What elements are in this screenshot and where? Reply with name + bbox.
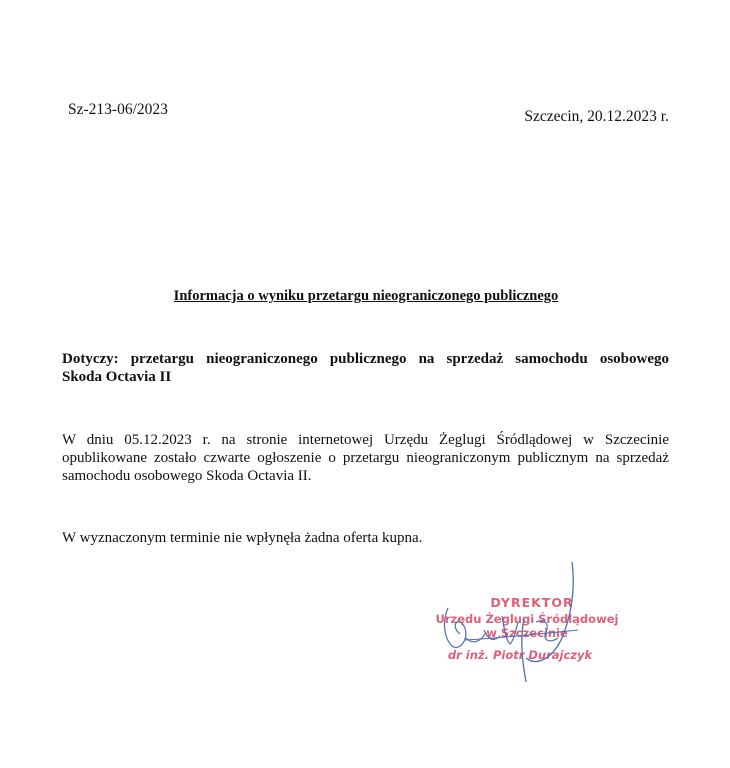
closing-statement: W wyznaczonym terminie nie wpłynęła żadna oferta kupna. xyxy=(62,530,423,546)
document-title: Informacja o wyniku przetargu nieograniczonego publicznego xyxy=(173,288,559,304)
subject-block xyxy=(62,350,669,386)
stamp-city: w Szczecinie xyxy=(486,626,568,640)
reference-number: Sz-213-06/2023 xyxy=(68,101,168,118)
stamp-title: DYREKTOR xyxy=(490,595,574,610)
place-and-date: Szczecin, 20.12.2023 r. xyxy=(524,108,669,125)
body-paragraph: W dniu 05.12.2023 r. na stronie internetowej Urzędu Żeglugi Śródlądowej w Szczecinie opublikowane zostało czwarte ogłoszenie o przetargu nieograniczonym publicznym na sprzedaż samochodu osobowego Skoda Octavia II. xyxy=(62,432,669,484)
subject-line-1: Dotyczy: przetargu nieograniczonego publicznego na sprzedaż samochodu osobowego xyxy=(62,351,669,367)
subject-line-2: Skoda Octavia II xyxy=(62,369,172,385)
stamp-name: dr inż. Piotr Durajczyk xyxy=(447,648,593,662)
stamp-office: Urzędu Żeglugi Śródlądowej xyxy=(435,612,619,626)
director-stamp xyxy=(400,560,640,690)
handwritten-signature xyxy=(400,560,640,690)
